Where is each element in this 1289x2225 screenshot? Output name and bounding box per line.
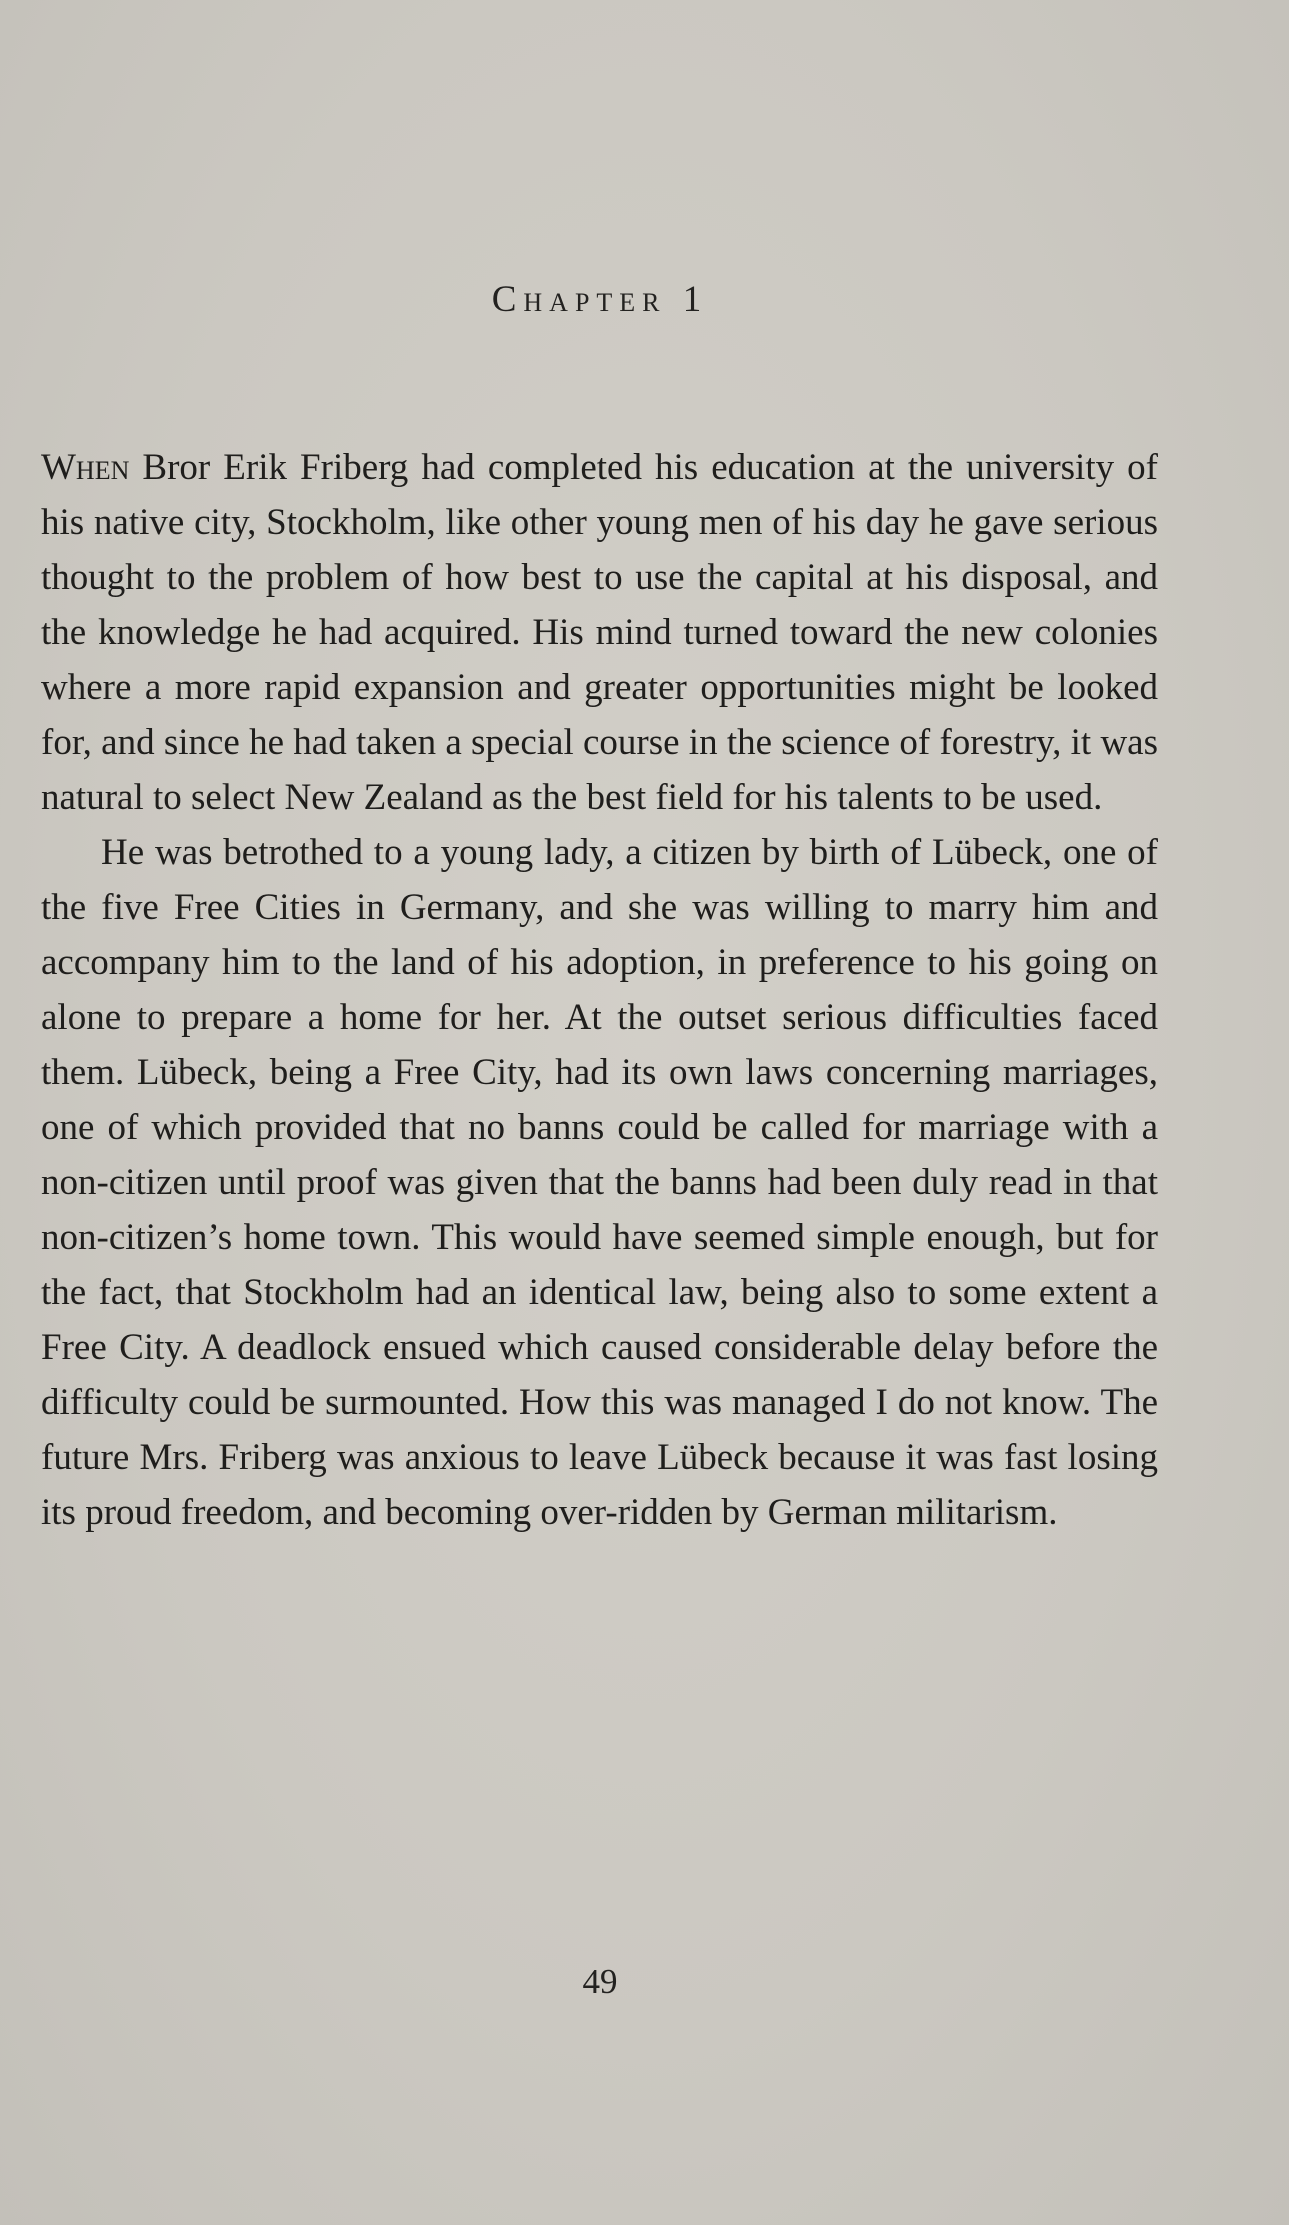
chapter-body xyxy=(41,440,1158,1540)
paragraph-lead-word: When xyxy=(41,447,130,488)
paragraph-1 xyxy=(41,440,1158,825)
page-number: 49 xyxy=(582,1962,618,2001)
paragraph-1-text: Bror Erik Friberg had completed his education at the university of his native city, Stockholm, like other young men of his day he gave serious thought to the problem of how best to use the capital at his disposal, and the knowledge he had acquired. His mind turned toward the new colonies where a more rapid expansion and greater opportunities might be looked for, and since he had taken a special course in the science of forestry, it was natural to select New Zealand as the best field for his talents to be used. xyxy=(41,447,1158,818)
paragraph-2: He was betrothed to a young lady, a citizen by birth of Lübeck, one of the five Free Cities in Germany, and she was willing to marry him and accompany him to the land of his adoption, in preference to his going on alone to prepare a home for her. At the outset serious difficulties faced them. Lübeck, being a Free City, had its own laws concerning marriages, one of which provided that no banns could be called for marriage with a non-citizen until proof was given that the banns had been duly read in that non-citizen’s home town. This would have seemed simple enough, but for the fact, that Stockholm had an identical law, being also to some extent a Free City. A deadlock ensued which caused considerable delay before the difficulty could be surmounted. How this was managed I do not know. The future Mrs. Friberg was anxious to leave Lübeck because it was fast losing its proud freedom, and becoming over-ridden by German militarism. xyxy=(41,832,1158,1533)
chapter-heading: Chapter 1 xyxy=(491,279,709,320)
